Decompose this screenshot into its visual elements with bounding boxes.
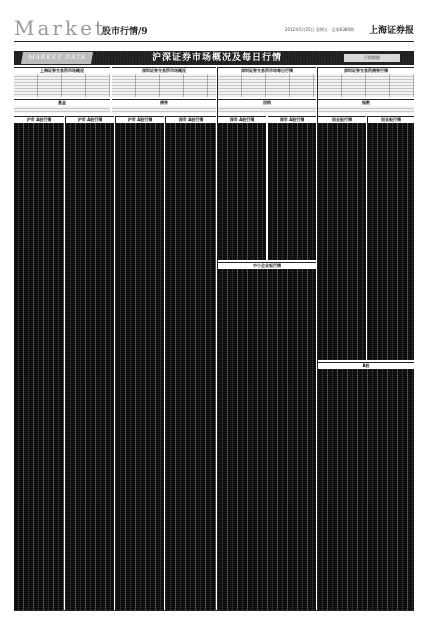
table-rows	[218, 269, 316, 610]
market-data-logo: MARKET DATA	[21, 52, 93, 64]
fund-summary	[14, 99, 110, 113]
section-title-cn: 股市行情/9	[102, 27, 148, 37]
table-rows	[268, 123, 316, 260]
column-rule	[65, 116, 66, 610]
table-rows	[14, 74, 110, 97]
column-rule	[165, 116, 166, 610]
table-header: 沪市 A股行情	[66, 116, 114, 124]
masthead-rule	[14, 41, 414, 42]
sz-stocks-column	[166, 116, 216, 610]
table-header: 沪市 A股行情	[116, 116, 164, 124]
table-rows	[112, 106, 216, 113]
column-rule	[317, 67, 318, 610]
table-header: 深圳证券交易所债券行情	[318, 67, 414, 75]
table-rows	[66, 123, 114, 610]
table-rows	[318, 106, 414, 113]
table-rows	[116, 123, 164, 610]
paper-name: 上海证券报	[368, 26, 414, 36]
sz-overview-table	[112, 67, 216, 97]
masthead	[14, 18, 414, 40]
table-header: B股	[318, 362, 414, 370]
table-header: 回购	[218, 99, 316, 107]
table-rows	[318, 74, 414, 97]
table-header: 创业板行情	[368, 116, 414, 124]
table-header: 深圳证券交易所市场每日行情	[218, 67, 316, 75]
growth-board-column	[318, 116, 366, 360]
sz-small-board-table	[218, 262, 316, 610]
table-header: 创业板行情	[318, 116, 366, 124]
page-banner	[14, 51, 414, 65]
table-header: 深市 A股行情	[268, 116, 316, 124]
date-line: 2012年5月25日 星期五 · 总第6380期	[284, 27, 354, 32]
column-rule	[115, 116, 116, 610]
table-rows	[112, 74, 216, 97]
sz-stocks-column-3	[268, 116, 316, 260]
table-header: 深圳证券交易所市场概况	[112, 67, 216, 75]
table-header: 深市 A股行情	[218, 116, 266, 124]
column-rule	[367, 116, 368, 360]
table-rows	[218, 74, 316, 97]
table-header: 基金	[14, 99, 110, 107]
sh-stocks-column	[14, 116, 64, 610]
table-rows	[218, 123, 266, 260]
bond-summary	[112, 99, 216, 113]
sh-stocks-column-2	[66, 116, 114, 610]
table-header: 指数	[318, 99, 414, 107]
index-summary	[318, 99, 414, 113]
sh-stocks-column-3	[116, 116, 164, 610]
banner-title: 沪深证券市场概况及每日行情	[151, 53, 282, 63]
table-rows	[318, 369, 414, 610]
bottom-rule	[14, 610, 414, 611]
sz-market-table	[218, 67, 316, 97]
b-shares-table	[318, 362, 414, 610]
repo-summary	[218, 99, 316, 113]
sz-bonds-table	[318, 67, 414, 97]
column-rule	[217, 67, 218, 610]
sh-overview-table	[14, 67, 110, 97]
table-rows	[14, 106, 110, 113]
table-header: 深市 A股行情	[166, 116, 216, 124]
growth-board-column-2	[368, 116, 414, 360]
table-header: 中小企业板行情	[218, 262, 316, 270]
table-rows	[218, 106, 316, 113]
section-title-en: Market	[14, 16, 106, 40]
table-header: 上海证券交易所市场概况	[14, 67, 110, 75]
table-rows	[14, 123, 64, 610]
banner-tag: 行情数据	[344, 54, 400, 62]
table-rows	[368, 123, 414, 360]
sz-stocks-column-2	[218, 116, 266, 260]
table-rows	[166, 123, 216, 610]
table-rows	[318, 123, 366, 360]
table-header: 沪市 A股行情	[14, 116, 64, 124]
table-header: 债券	[112, 99, 216, 107]
